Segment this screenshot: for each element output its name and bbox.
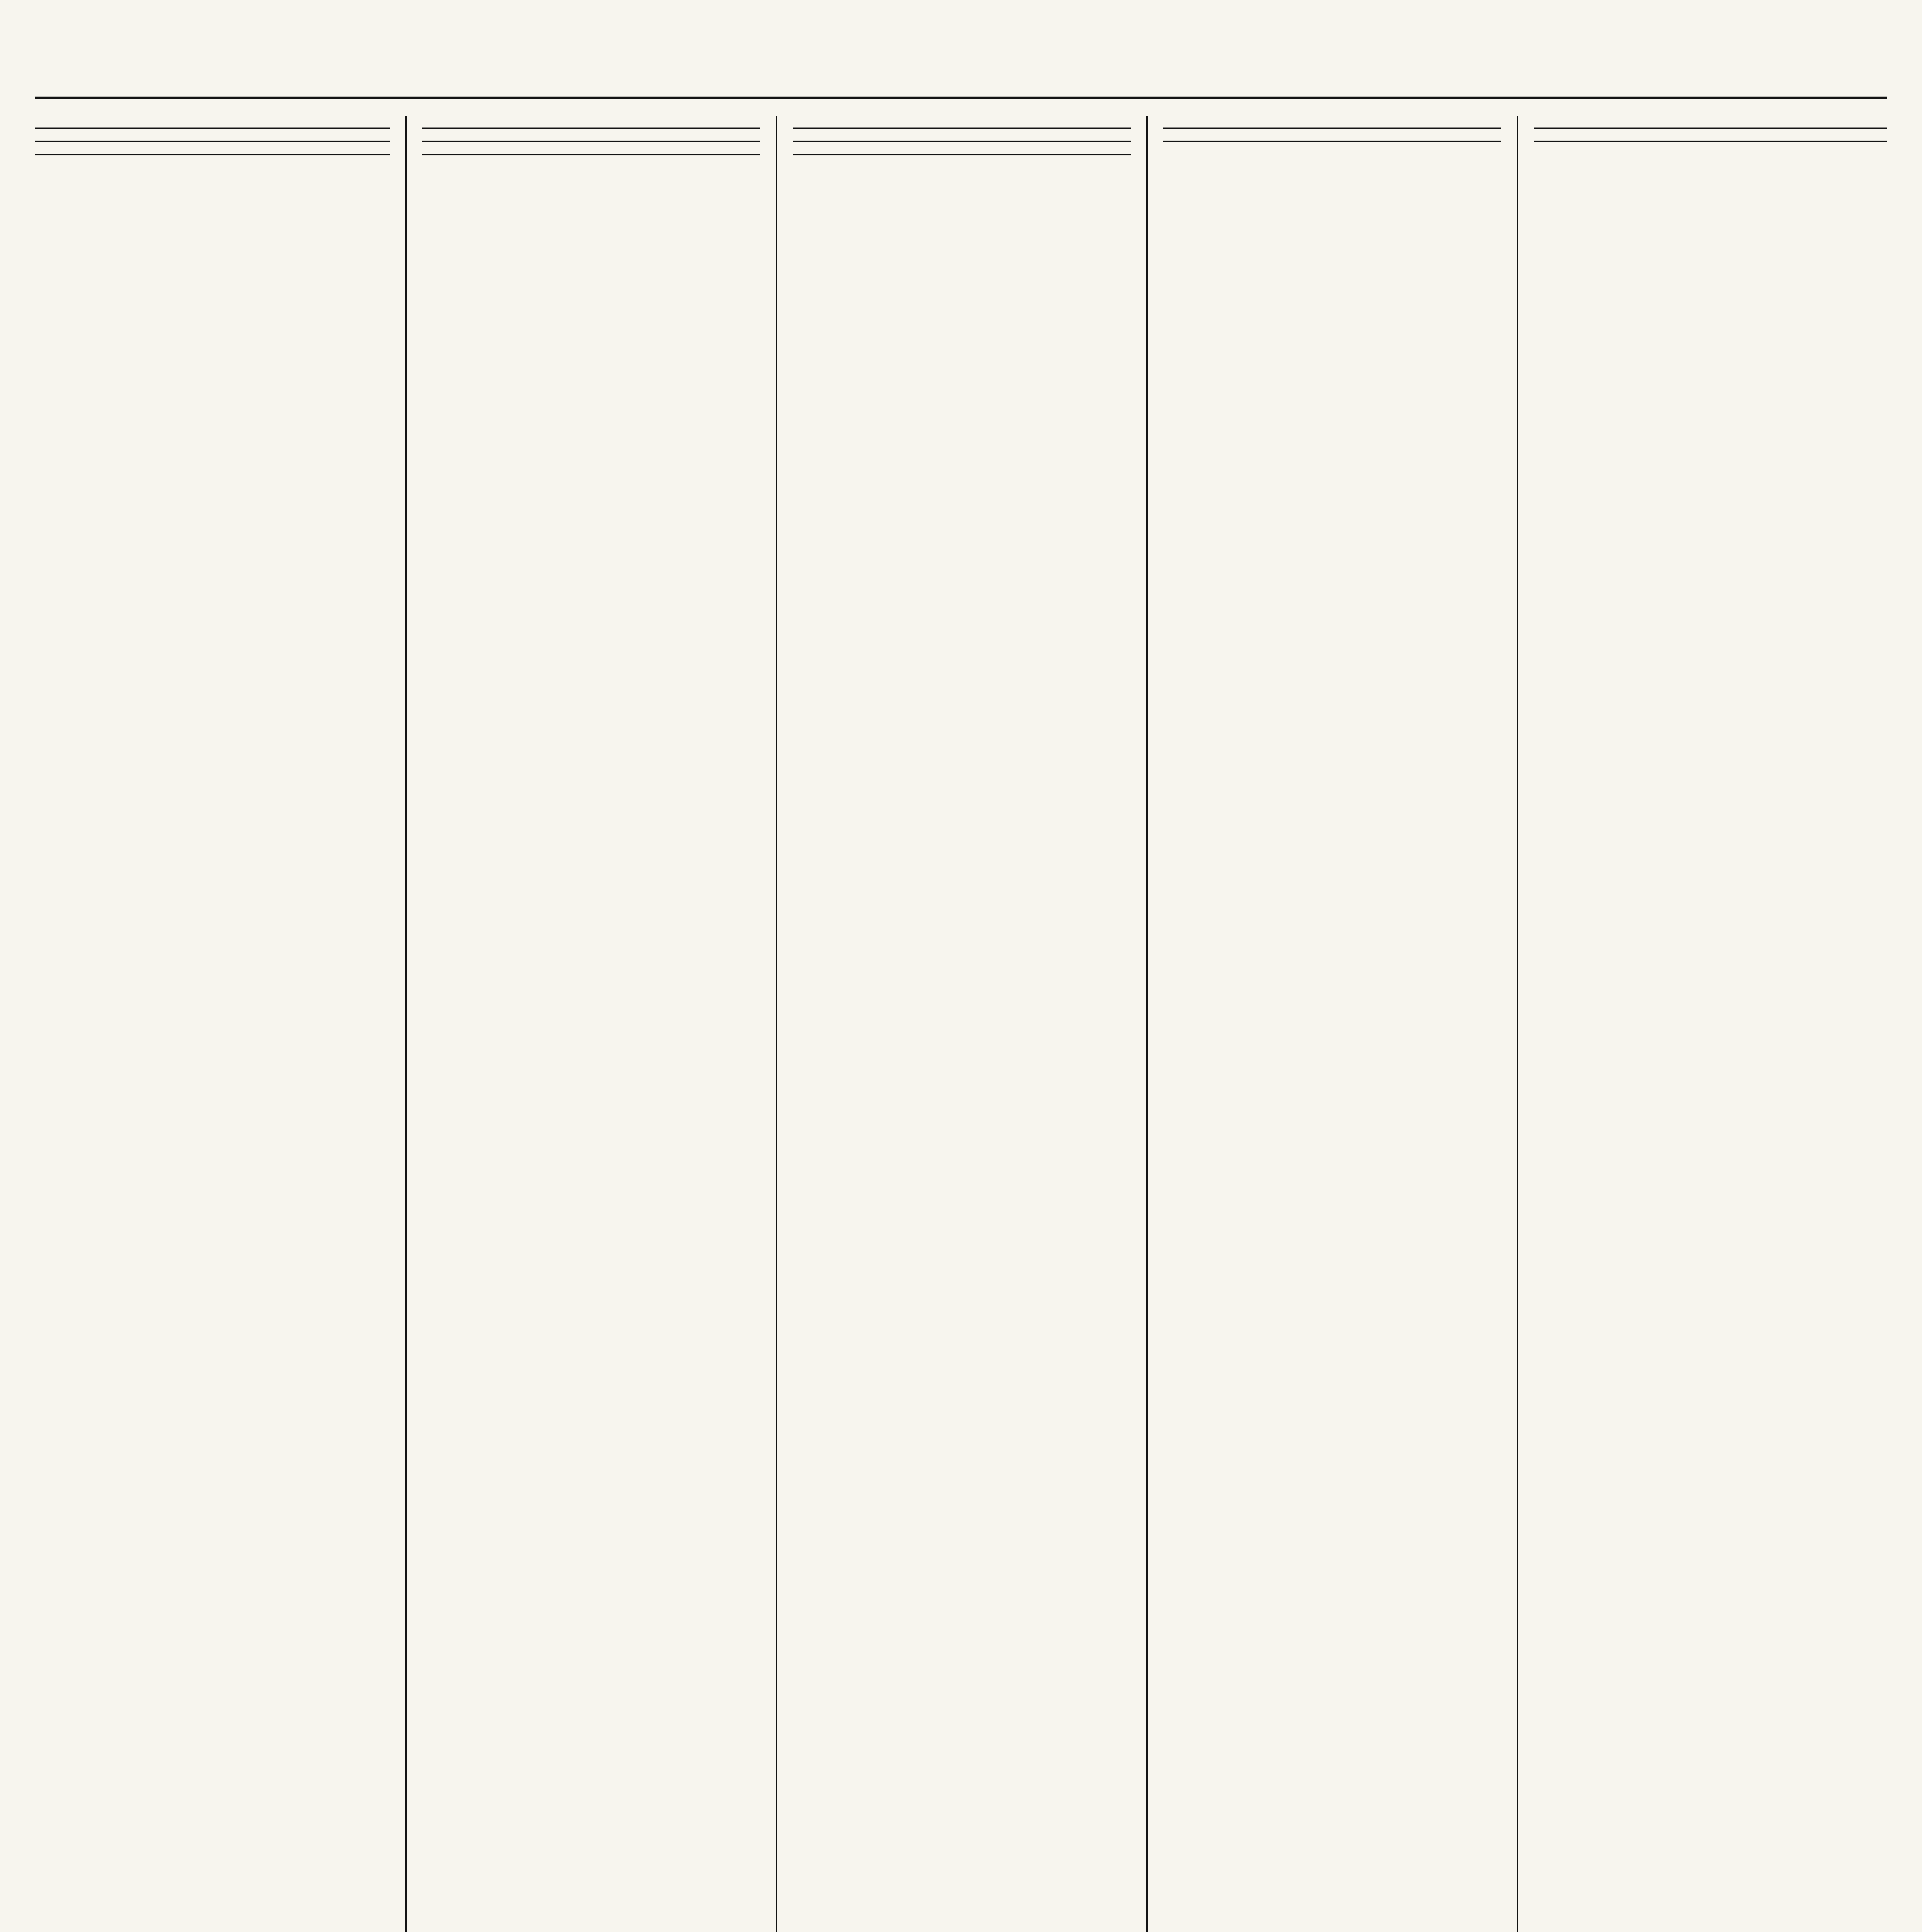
- section-divider: [1163, 141, 1501, 142]
- section-divider: [35, 141, 390, 142]
- section-divider: [422, 128, 760, 129]
- text-column-3: [776, 116, 1146, 1932]
- section-divider: [35, 154, 390, 155]
- section-divider: [1163, 128, 1501, 129]
- text-column-2: [405, 116, 776, 1932]
- masthead: [35, 27, 1887, 85]
- masthead-rule: [35, 97, 1887, 99]
- text-column-5: [1517, 116, 1887, 1932]
- section-divider: [1534, 141, 1887, 142]
- section-divider: [1534, 128, 1887, 129]
- section-divider: [793, 154, 1131, 155]
- newspaper-columns: [35, 116, 1887, 1932]
- section-divider: [422, 154, 760, 155]
- text-column-1: [35, 116, 405, 1932]
- text-column-4: [1146, 116, 1517, 1932]
- section-divider: [422, 141, 760, 142]
- section-divider: [793, 128, 1131, 129]
- section-divider: [35, 128, 390, 129]
- section-divider: [793, 141, 1131, 142]
